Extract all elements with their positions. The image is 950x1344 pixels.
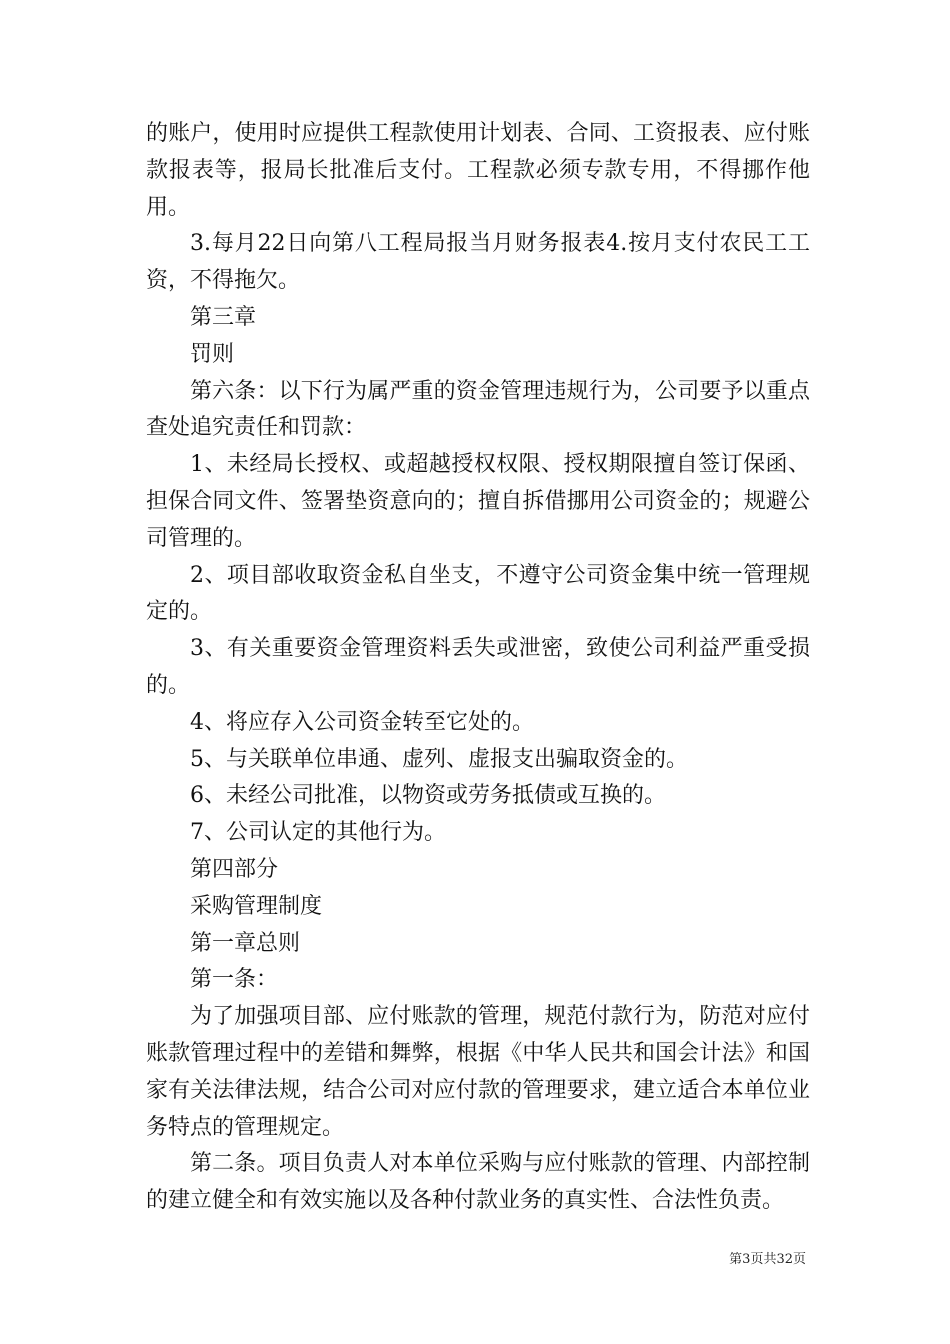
article-1-body: 为了加强项目部、应付账款的管理，规范付款行为，防范对应付账款管理过程中的差错和舞弊，根据《中华人民共和国会计法》和国家有关法律法规，结合公司对应付款的管理要求，建立适合本单位业务特点的管理规定。 — [146, 1004, 810, 1140]
page-number: 第3页共32页 — [729, 1252, 806, 1267]
list-item-6: 6、未经公司批准，以物资或劳务抵债或互换的。 — [190, 783, 666, 809]
list-item-3: 3、有关重要资金管理资料丢失或泄密，致使公司利益严重受损的。 — [146, 636, 810, 698]
part-heading-4: 第四部分 — [190, 856, 279, 882]
list-item-1: 1、未经局长授权、或超越授权权限、授权期限擅自签订保函、担保合同文件、签署垫资意向的；擅自拆借挪用公司资金的；规避公司管理的。 — [146, 452, 810, 551]
article-6: 第六条：以下行为属严重的资金管理违规行为，公司要予以重点查处追究责任和罚款： — [146, 378, 810, 441]
paragraph-monthly-report: 3.每月22日向第八工程局报当月财务报表4.按月支付农民工工资，不得拖欠。 — [146, 231, 810, 294]
list-item-4: 4、将应存入公司资金转至它处的。 — [190, 709, 534, 735]
list-item-7: 7、公司认定的其他行为。 — [190, 820, 446, 846]
article-2: 第二条。项目负责人对本单位采购与应付账款的管理、内部控制的建立健全和有效实施以及各种付款业务的真实性、合法性负责。 — [146, 1151, 810, 1214]
list-item-5: 5、与关联单位串通、虚列、虚报支出骗取资金的。 — [190, 746, 688, 772]
paragraph-continued-account: 的账户，使用时应提供工程款使用计划表、合同、工资报表、应付账款报表等，报局长批准后支付。工程款必须专款专用，不得挪作他用。 — [146, 121, 810, 220]
part-title-procurement: 采购管理制度 — [190, 893, 323, 919]
section-heading-penalties: 罚则 — [190, 341, 235, 367]
article-1-heading: 第一条： — [190, 967, 279, 993]
list-item-2: 2、项目部收取资金私自坐支，不遵守公司资金集中统一管理规定的。 — [146, 562, 810, 625]
chapter-heading-3: 第三章 — [190, 304, 257, 330]
document-body — [146, 116, 810, 1220]
chapter-heading-1: 第一章总则 — [190, 930, 301, 956]
